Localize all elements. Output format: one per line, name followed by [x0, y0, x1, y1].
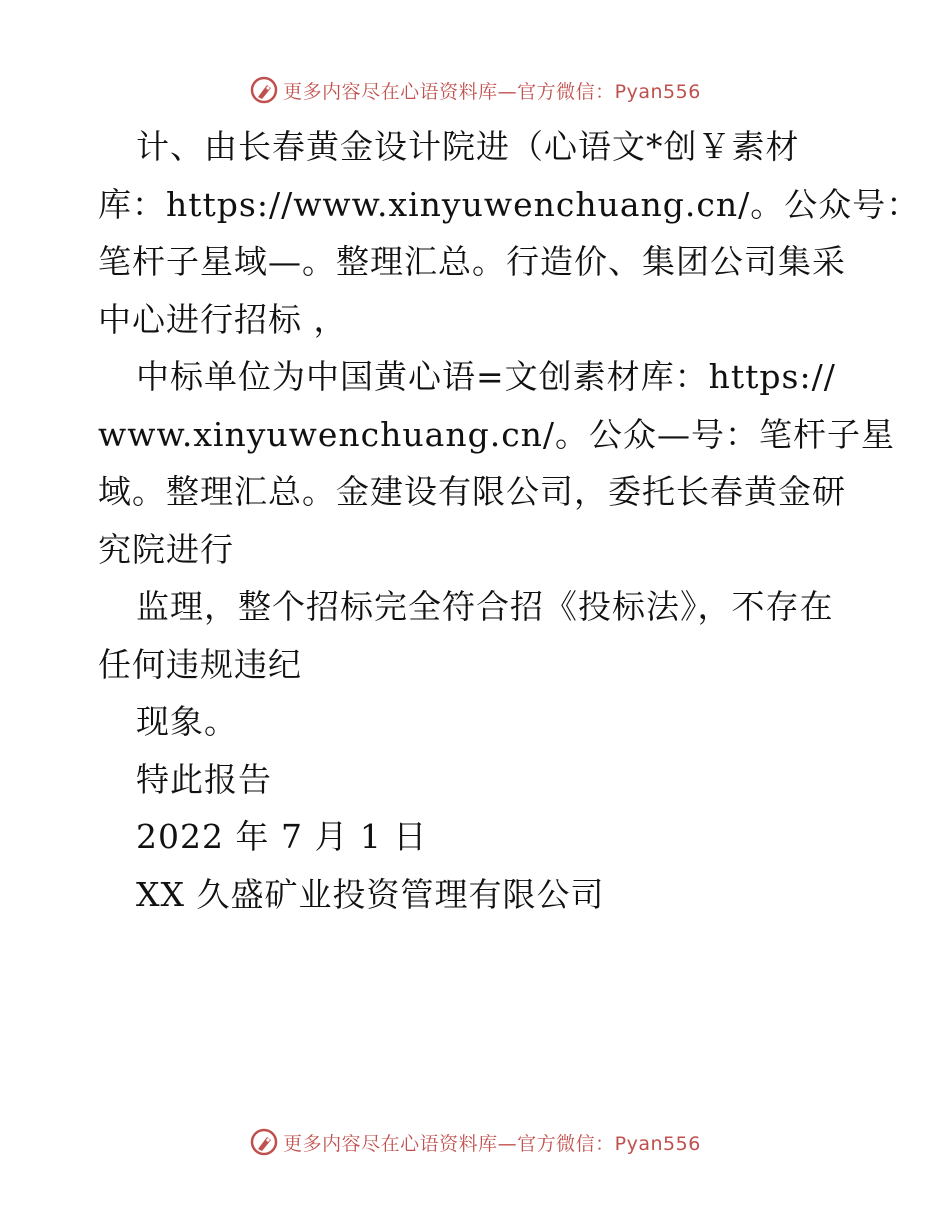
report-date: 2022 年 7 月 1 日: [136, 817, 428, 856]
header-watermark-banner: [0, 70, 950, 110]
closing-phrase: 特此报告: [136, 759, 272, 799]
paragraph-line: 监理，整个招标完全符合招《投标法》，不存在: [136, 587, 834, 626]
paragraph-line: 笔杆子星域—。整理汇总。行造价、集团公司集采: [98, 242, 846, 281]
footer-watermark-text: 更多内容尽在心语资料库—官方微信：Pyan556: [283, 1132, 701, 1155]
paragraph-line: 任何违规违纪: [98, 644, 302, 684]
paragraph-line: 库：https://www.xinyuwenchuang.cn/。公众号：: [98, 184, 921, 224]
company-signature: XX 久盛矿业投资管理有限公司: [136, 874, 605, 914]
paragraph-line: 域。整理汇总。金建设有限公司，委托长春黄金研: [98, 472, 846, 511]
paragraph-line: 现象。: [136, 702, 238, 741]
paragraph-line: 中心进行招标 ，: [98, 299, 348, 339]
paragraph-line: 究院进行: [98, 529, 234, 569]
pen-nib-logo-icon: [249, 1127, 279, 1157]
footer-watermark-banner: [0, 1122, 950, 1162]
paragraph-line: 计、由长春黄金设计院进（心语文*创￥素材: [136, 127, 800, 166]
paragraph-line: 中标单位为中国黄心语=文创素材库：https://: [136, 357, 836, 396]
header-watermark-text: 更多内容尽在心语资料库—官方微信：Pyan556: [283, 80, 701, 103]
paragraph-line: www.xinyuwenchuang.cn/。公众—号：笔杆子星: [98, 414, 896, 454]
pen-nib-logo-icon: [249, 75, 279, 105]
document-body: [98, 118, 921, 923]
